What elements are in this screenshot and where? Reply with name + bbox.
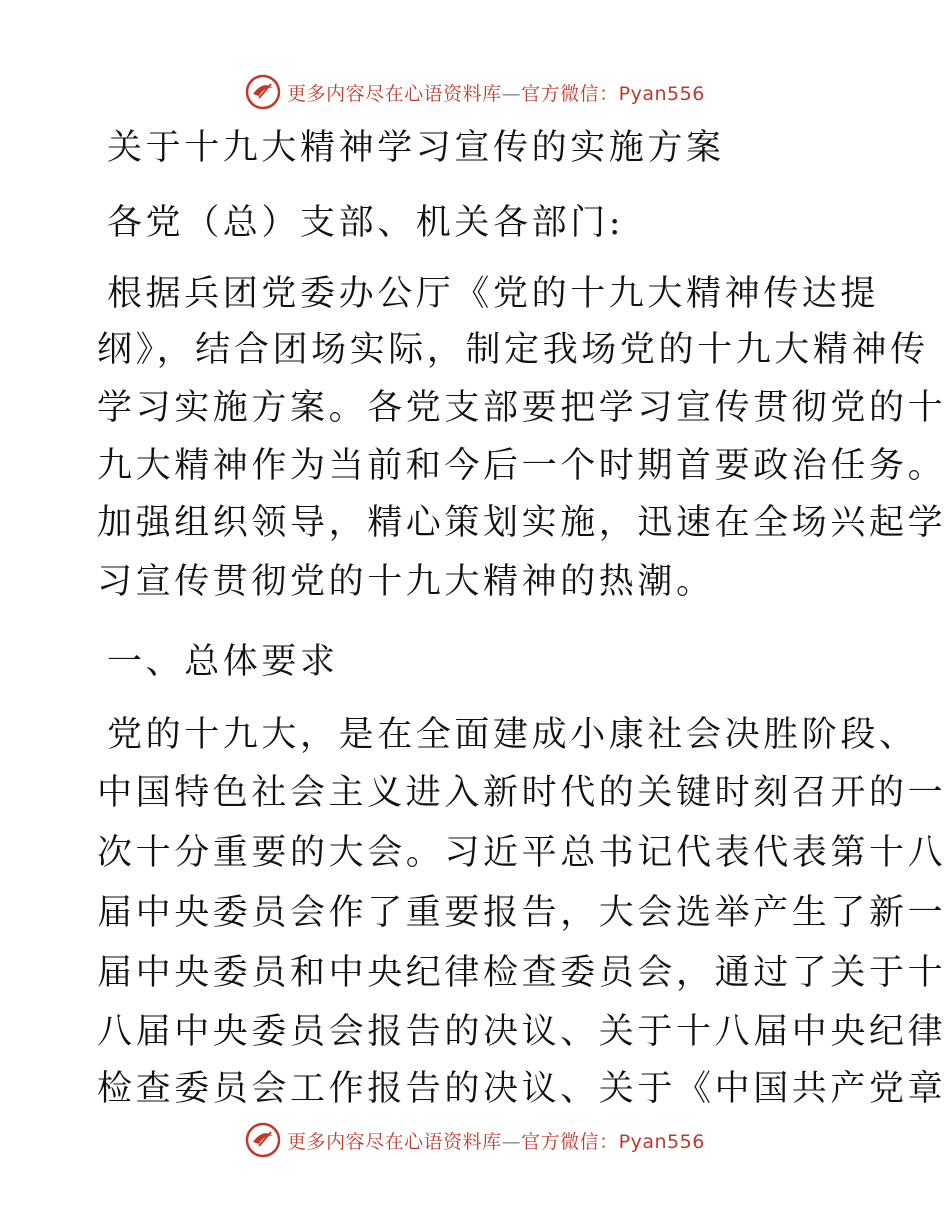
paragraph-line: 次十分重要的大会。习近平总书记代表代表第十八 (97, 833, 947, 873)
paragraph-line: 届中央委员和中央纪律检查委员会，通过了关于十 (97, 953, 947, 993)
watermark-contact: 官方微信：Pyan556 (521, 1130, 705, 1153)
watermark-dash: — (501, 82, 522, 105)
document-title: 关于十九大精神学习宣传的实施方案 (107, 128, 725, 168)
salutation: 各党（总）支部、机关各部门: (107, 203, 625, 243)
paragraph-line: 检查委员会工作报告的决议、关于《中国共产党章 (97, 1069, 947, 1109)
paragraph-line: 习宣传贯彻党的十九大精神的热潮。 (97, 562, 715, 602)
watermark-banner-top (0, 72, 950, 112)
paragraph-line: 届中央委员会作了重要报告，大会选举产生了新一 (97, 893, 947, 933)
paragraph-line: 中国特色社会主义进入新时代的关键时刻召开的一 (97, 773, 947, 813)
paragraph-line: 纲》，结合团场实际，制定我场党的十九大精神传 (97, 330, 929, 370)
watermark-main: 更多内容尽在心语资料库 (287, 82, 502, 105)
paragraph-line: 加强组织领导，精心策划实施，迅速在全场兴起学 (97, 503, 947, 543)
paragraph-line: 八届中央委员会报告的决议、关于十八届中央纪律 (97, 1012, 947, 1052)
watermark-text (287, 79, 705, 106)
section-heading: 一、总体要求 (107, 642, 339, 682)
paragraph-line: 党的十九大，是在全面建成小康社会决胜阶段、 (107, 715, 918, 755)
watermark-text (287, 1127, 705, 1154)
paragraph-line: 根据兵团党委办公厅《党的十九大精神传达提 (107, 274, 880, 314)
paragraph-line: 九大精神作为当前和今后一个时期首要政治任务。 (97, 446, 947, 486)
watermark-logo-icon (245, 1122, 281, 1158)
watermark-banner-bottom (0, 1120, 950, 1160)
watermark-dash: — (501, 1130, 522, 1153)
watermark-contact: 官方微信：Pyan556 (521, 82, 705, 105)
watermark-logo-icon (245, 74, 281, 110)
watermark-main: 更多内容尽在心语资料库 (287, 1130, 502, 1153)
paragraph-line: 学习实施方案。各党支部要把学习宣传贯彻党的十 (97, 388, 947, 428)
